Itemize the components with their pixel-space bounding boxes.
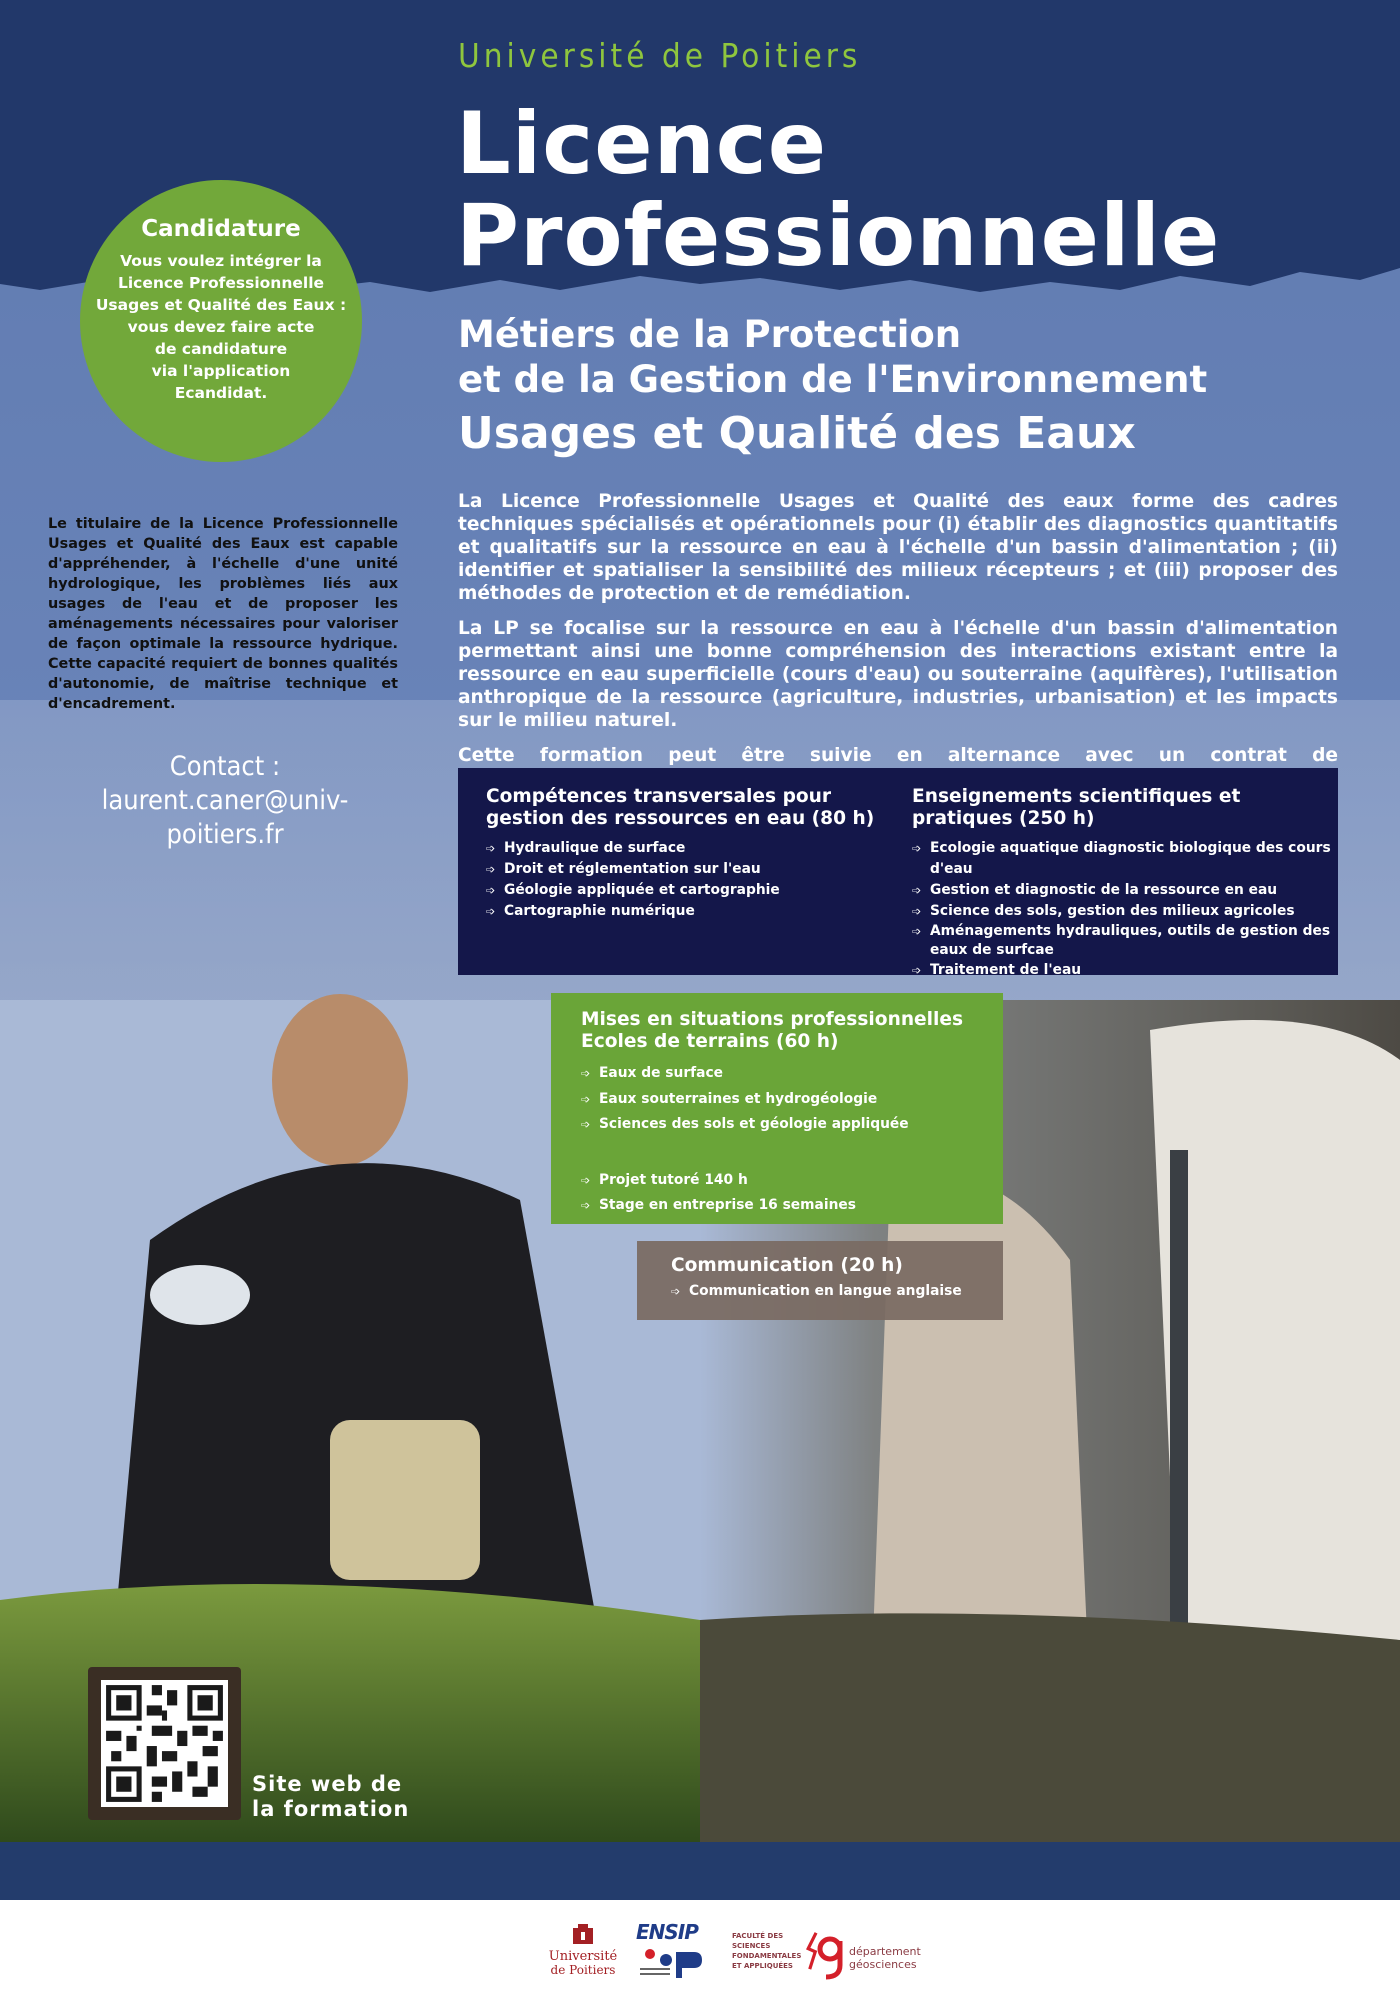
geosciences-logo [816, 1930, 926, 1986]
university-name: Université de Poitiers [458, 36, 862, 75]
list-item: ➩ Stage en entreprise 16 semaines [581, 1193, 1003, 1219]
list-item: ➩ Science des sols, gestion des milieux agricoles [912, 901, 1338, 922]
intro-text [458, 490, 1338, 802]
communication-box [637, 1241, 1003, 1320]
mises-title [581, 1009, 1003, 1053]
list-item: ➩ Sciences des sols et géologie appliquée [581, 1112, 1003, 1138]
univ-poitiers-logo [538, 1924, 628, 1986]
list-item: ➩ Communication en langue anglaise [671, 1281, 1003, 1302]
ensip-logo-text: ENSIP [636, 1920, 698, 1944]
candidature-line: de candidature [154, 340, 288, 358]
list-item: ➩ Aménagements hydrauliques, outils de gestion des eaux de surfcae [912, 922, 1338, 960]
list-item: ➩ Droit et réglementation sur l'eau [486, 859, 912, 880]
univ-logo-line2: de Poitiers [550, 1963, 616, 1977]
geosciences-line1: département [849, 1945, 921, 1958]
geosciences-mark-icon [816, 1935, 846, 1981]
candidature-line: Licence Professionnelle [117, 274, 325, 292]
ensip-mark-icon [636, 1944, 706, 1980]
geosciences-line2: géosciences [849, 1958, 917, 1971]
list-item: ➩ Gestion et diagnostic de la ressource en eau [912, 880, 1338, 901]
candidature-line: Ecandidat. [174, 384, 268, 402]
contact-email-link[interactable]: laurent.caner@univ-poitiers.fr [101, 785, 349, 850]
title-line2: Professionnelle [456, 186, 1221, 286]
enseignements-column [912, 786, 1338, 978]
competences-title-line1: Compétences transversales pour [486, 786, 832, 807]
graduate-description: Le titulaire de la Licence Professionnelle Usages et Qualité des Eaux est capable d'appréhender, à l'échelle d'une unité hydrologique, les problèmes liés aux usages de l'eau et de proposer les aménagements nécessaires pour valoriser de façon optimale la ressource hydrique. Cette capacité requiert de bonnes qualités d'autonomie, de maîtrise technique et d'encadrement. [48, 516, 398, 712]
candidature-line: Usages et Qualité des Eaux : [95, 296, 347, 314]
list-item: ➩ Eaux souterraines et hydrogéologie [581, 1087, 1003, 1113]
competences-column [486, 786, 912, 975]
enseignements-title-line2: pratiques (250 h) [912, 808, 1095, 829]
bottom-band [0, 1842, 1400, 1900]
subtitle-line2: et de la Gestion de l'Environnement [458, 358, 1208, 401]
intro-paragraph: La Licence Professionnelle Usages et Qualité des eaux forme des cadres techniques spécialisés et opérationnels pour (i) établir des diagnostics quantitatifs et qualitatifs sur la ressource en eau à l'échelle d'un bassin d'alimentation ; (ii) identifier et spatialiser la sensibilité des milieux récepteurs ; et (iii) proposer des méthodes de protection et de remédiation. [458, 491, 1338, 604]
list-item: ➩ Ecologie aquatique diagnostic biologique des cours d'eau [912, 838, 1338, 880]
list-item: ➩ Traitement de l'eau [912, 960, 1338, 981]
candidature-line: via l'application [151, 362, 291, 380]
courses-box [458, 768, 1338, 978]
mises-title-line1: Mises en situations professionnelles [581, 1009, 964, 1030]
sfa-logo [732, 1926, 822, 1986]
qr-code[interactable] [88, 1667, 241, 1820]
qr-label-line1: Site web de [252, 1772, 403, 1796]
candidature-title: Candidature [141, 216, 301, 242]
competences-list [486, 838, 912, 922]
mises-title-line2: Ecoles de terrains (60 h) [581, 1031, 839, 1052]
communication-title: Communication (20 h) [671, 1255, 903, 1276]
list-item: ➩ Hydraulique de surface [486, 838, 912, 859]
enseignements-title [912, 786, 1338, 830]
intro-paragraph: La LP se focalise sur la ressource en eau à l'échelle d'un bassin d'alimentation permettant ainsi une bonne compréhension des interactions existant entre la ressource en eau superficielle (cours d'eau) ou souterraine (aquifères), l'utilisation anthropique de la ressource (agriculture, industries, urbanisation) et les impacts sur le milieu naturel. [458, 618, 1338, 731]
enseignements-title-line1: Enseignements scientifiques et [912, 786, 1241, 807]
communication-list [671, 1281, 1003, 1302]
crest-icon [570, 1924, 596, 1946]
subtitle [458, 312, 1207, 402]
competences-title [486, 786, 912, 830]
intro-paragraph: Cette formation peut être suivie en alternance avec un contrat de [458, 745, 1338, 766]
competences-title-line2: gestion des ressources en eau (80 h) [486, 808, 875, 829]
page-title [456, 94, 1221, 286]
qr-code-icon [101, 1680, 228, 1807]
sfa-line3: ET APPLIQUÉES [732, 1962, 793, 1970]
sfa-line1: FACULTÉ DES SCIENCES [732, 1932, 784, 1950]
list-item: ➩ Projet tutoré 140 h [581, 1168, 1003, 1194]
title-line1: Licence [456, 94, 828, 194]
mises-en-situation-box [551, 993, 1003, 1224]
list-item: ➩ Géologie appliquée et cartographie [486, 880, 912, 901]
list-item: ➩ Cartographie numérique [486, 901, 912, 922]
candidature-circle [80, 180, 362, 462]
sfa-line2: FONDAMENTALES [732, 1952, 802, 1960]
list-item: ➩ Eaux de surface [581, 1061, 1003, 1087]
subtitle-program: Usages et Qualité des Eaux [458, 408, 1136, 459]
candidature-line: Vous voulez intégrer la [120, 252, 322, 270]
subtitle-line1: Métiers de la Protection [458, 313, 962, 356]
footer-logos [0, 1900, 1400, 2000]
contact-label: Contact : [169, 751, 281, 782]
ensip-logo [636, 1920, 720, 1990]
enseignements-list [912, 838, 1338, 981]
qr-label [252, 1772, 409, 1822]
univ-logo-line1: Université [548, 1949, 618, 1964]
mises-list [581, 1061, 1003, 1219]
contact-block [50, 750, 400, 852]
candidature-line: vous devez faire acte [127, 318, 315, 336]
qr-label-line2: la formation [252, 1797, 410, 1821]
